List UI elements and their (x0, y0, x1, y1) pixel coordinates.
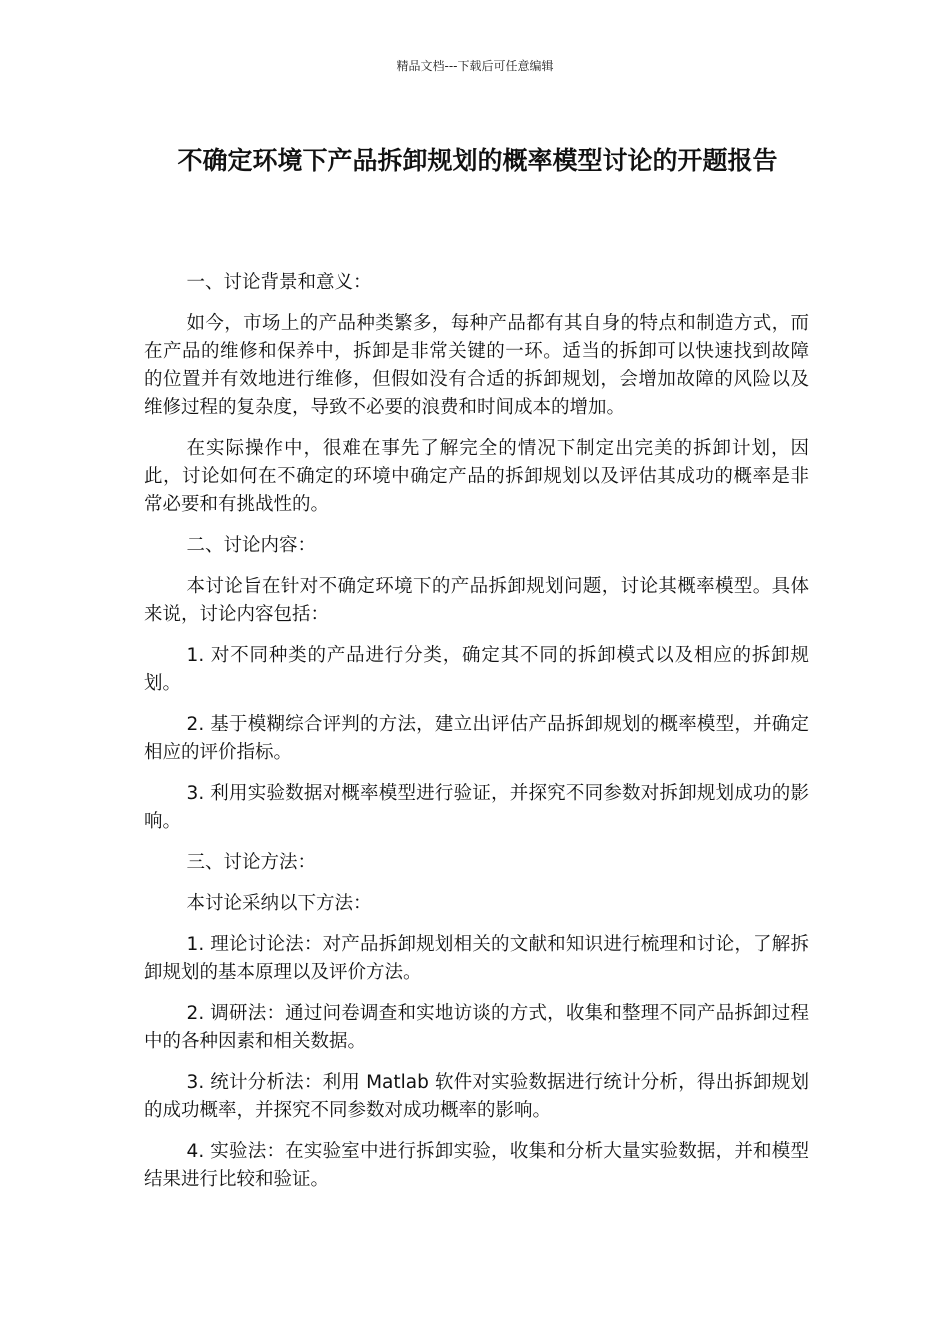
list-item: 4. 实验法：在实验室中进行拆卸实验，收集和分析大量实验数据，并和模型结果进行比较和验证。 (144, 1141, 809, 1190)
list-item: 1. 对不同种类的产品进行分类，确定其不同的拆卸模式以及相应的拆卸规划。 (144, 645, 809, 694)
paragraph: 本讨论旨在针对不确定环境下的产品拆卸规划问题，讨论其概率模型。具体来说，讨论内容包括： (144, 576, 809, 625)
document-body (144, 269, 809, 1207)
list-item: 2. 调研法：通过问卷调查和实地访谈的方式，收集和整理不同产品拆卸过程中的各种因素和相关数据。 (144, 1003, 809, 1052)
section-heading-content: 二、讨论内容： (186, 535, 317, 556)
paragraph: 在实际操作中，很难在事先了解完全的情况下制定出完美的拆卸计划，因此，讨论如何在不确定的环境中确定产品的拆卸规划以及评估其成功的概率是非常必要和有挑战性的。 (144, 438, 809, 515)
list-item: 3. 利用实验数据对概率模型进行验证，并探究不同参数对拆卸规划成功的影响。 (144, 783, 809, 832)
list-item: 2. 基于模糊综合评判的方法，建立出评估产品拆卸规划的概率模型，并确定相应的评价指标。 (144, 714, 809, 763)
list-item: 1. 理论讨论法：对产品拆卸规划相关的文献和知识进行梳理和讨论，了解拆卸规划的基本原理以及评价方法。 (144, 934, 809, 983)
section-heading-background: 一、讨论背景和意义： (186, 272, 372, 293)
section-heading-methods: 三、讨论方法： (186, 852, 317, 873)
header-note: 精品文档---下载后可任意编辑 (396, 59, 554, 73)
page-title: 不确定环境下产品拆卸规划的概率模型讨论的开题报告 (177, 146, 778, 175)
paragraph: 如今，市场上的产品种类繁多，每种产品都有其自身的特点和制造方式，而在产品的维修和保养中，拆卸是非常关键的一环。适当的拆卸可以快速找到故障的位置并有效地进行维修，但假如没有合适的拆卸规划，会增加故障的风险以及维修过程的复杂度，导致不必要的浪费和时间成本的增加。 (144, 313, 809, 418)
paragraph: 本讨论采纳以下方法： (186, 893, 372, 914)
list-item: 3. 统计分析法：利用 Matlab 软件对实验数据进行统计分析，得出拆卸规划的成功概率，并探究不同参数对成功概率的影响。 (144, 1072, 809, 1121)
